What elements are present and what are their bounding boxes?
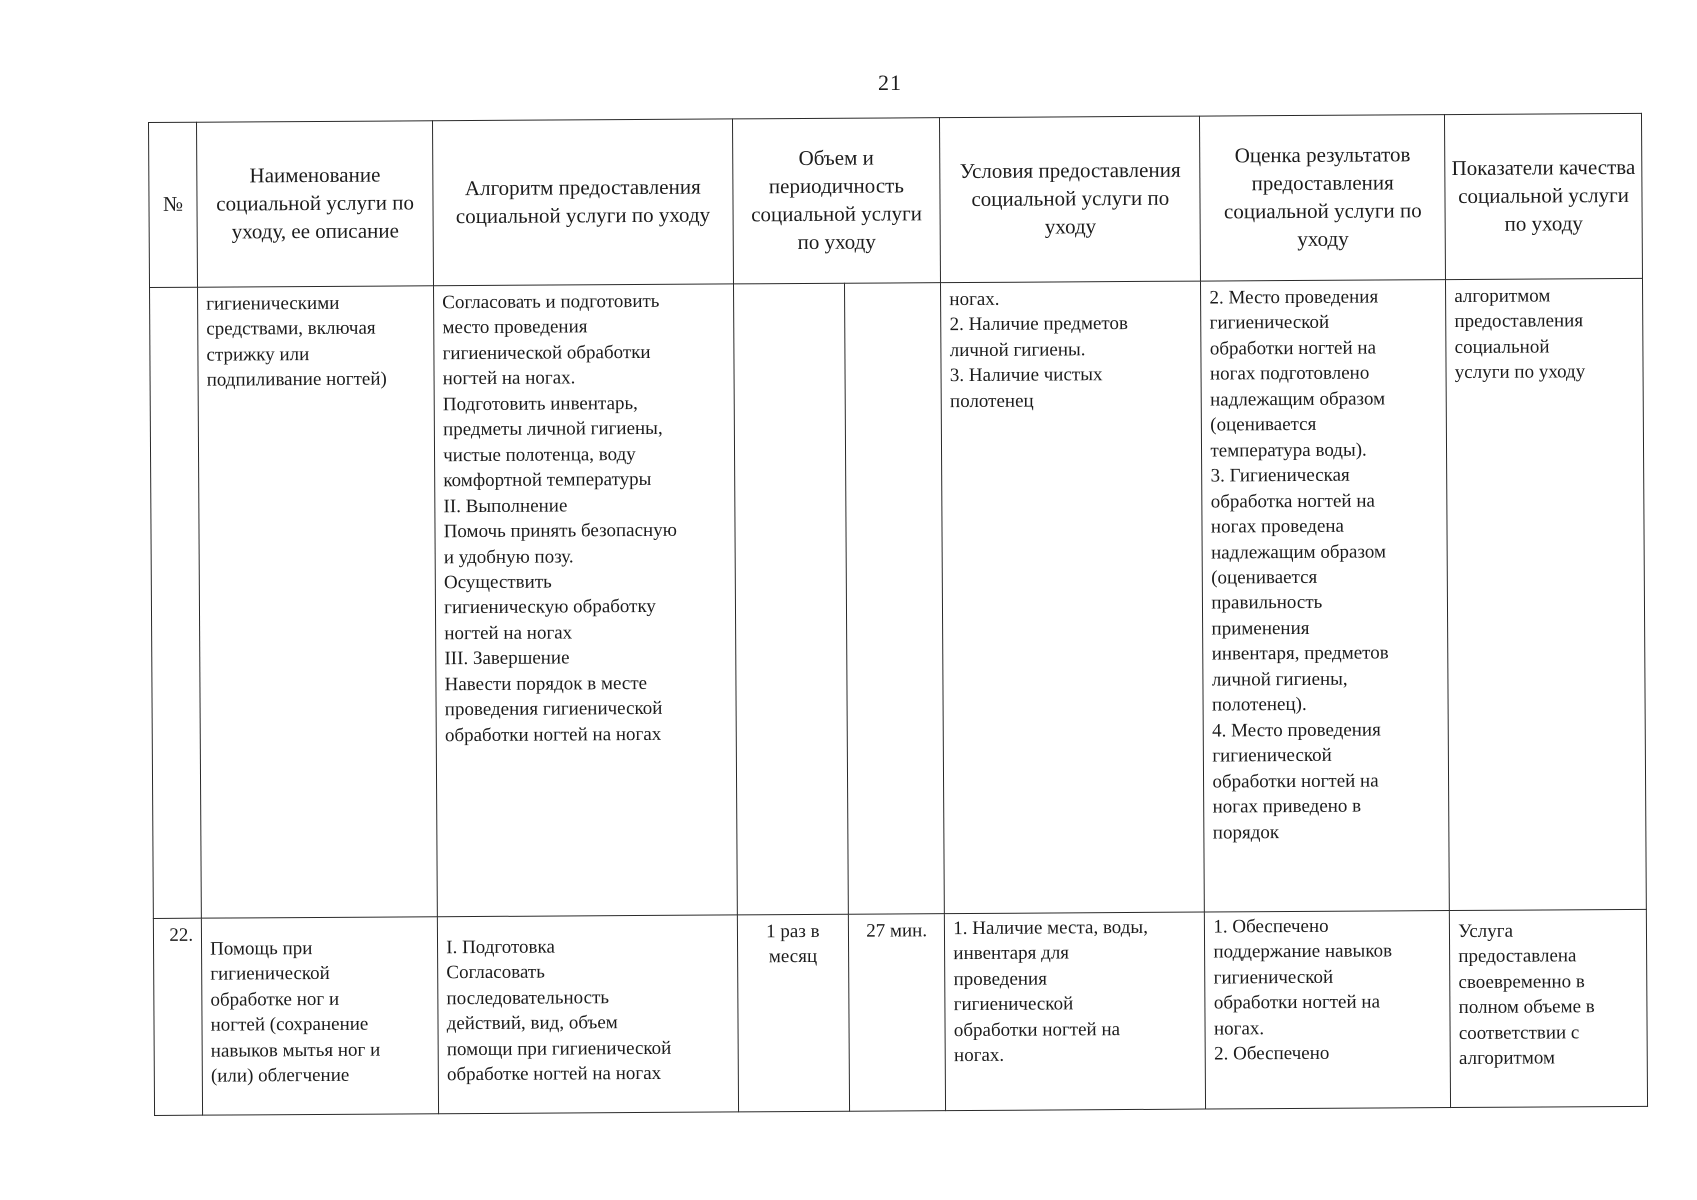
cell-algorithm bbox=[434, 284, 737, 917]
cell-line: надлежащим образом bbox=[1210, 540, 1387, 564]
header-volume-line: социальной bbox=[751, 201, 857, 227]
cell-line: проведения гигиенической bbox=[444, 698, 663, 721]
header-evaluation-line: предоставления bbox=[1251, 170, 1394, 196]
cell-line: гигиенической bbox=[210, 963, 330, 986]
cell-line: навыков мытья ног и bbox=[210, 1039, 381, 1062]
cell-line: обработке ногтей на ногах bbox=[446, 1063, 662, 1086]
cell-line: алгоритмом bbox=[1458, 1047, 1556, 1070]
header-conditions-line: по уходу bbox=[1044, 185, 1170, 239]
cell-line: Навести порядок в месте bbox=[444, 672, 648, 695]
cell-line: Подготовить инвентарь, bbox=[442, 392, 638, 416]
header-conditions-line: Условия bbox=[959, 158, 1034, 184]
header-name-line: социальной услуги bbox=[216, 190, 388, 216]
cell-line: своевременно в bbox=[1458, 971, 1585, 993]
cell-line: III. Завершение bbox=[444, 647, 570, 670]
cell-line: социальной bbox=[1454, 336, 1550, 358]
cell-line: (оценивается bbox=[1210, 414, 1317, 436]
cell-line: порядок bbox=[1212, 821, 1280, 844]
header-evaluation-line: Оценка результатов bbox=[1234, 142, 1411, 168]
header-volume-line: услуги по уходу bbox=[797, 201, 922, 254]
header-evaluation bbox=[1200, 115, 1446, 281]
cell-line: 2. Обеспечено bbox=[1214, 1043, 1330, 1065]
cell-line: помощи при гигиенической bbox=[446, 1037, 672, 1061]
header-evaluation-line: социальной услуги bbox=[1223, 198, 1395, 224]
cell-line: обработке ног и bbox=[210, 988, 340, 1011]
cell-line: правильность bbox=[1211, 592, 1323, 614]
header-quality-line: Показатели bbox=[1451, 155, 1554, 181]
cell-line: стрижку или bbox=[206, 343, 310, 366]
cell-line: гигиенической bbox=[1209, 312, 1330, 334]
cell-line: 1. Обеспечено bbox=[1213, 915, 1329, 938]
header-name-line: Наименование bbox=[249, 162, 381, 188]
cell-line: обработки ногтей на ногах bbox=[444, 723, 662, 746]
cell-quality bbox=[1446, 278, 1647, 910]
cell-line: 1. Наличие места, воды, bbox=[953, 916, 1148, 940]
cell-line: гигиенической bbox=[953, 993, 1074, 1016]
cell-line: личной гигиены, bbox=[1211, 668, 1348, 691]
cell-line: 3. Наличие чистых bbox=[949, 364, 1103, 387]
cell-line: гигиенической bbox=[1213, 966, 1334, 989]
cell-line: гигиеническую обработку bbox=[444, 596, 656, 619]
cell-line: подпиливание ногтей) bbox=[206, 368, 387, 392]
header-volume bbox=[732, 118, 941, 284]
cell-line: Помощь при bbox=[210, 938, 313, 960]
cell-line: соответствии с bbox=[1458, 1022, 1580, 1044]
cell-line: I. Подготовка bbox=[446, 936, 555, 959]
header-num: № bbox=[149, 122, 198, 287]
cell-line: месяц bbox=[768, 946, 818, 968]
header-name-line: описание bbox=[315, 218, 399, 243]
header-conditions bbox=[940, 116, 1201, 283]
header-volume-line: Объем bbox=[798, 145, 858, 171]
header-quality-line: качества bbox=[1558, 155, 1636, 180]
header-volume-line: и периодичность bbox=[768, 145, 904, 199]
cell-conditions bbox=[945, 912, 1206, 1111]
cell-line: (оценивается bbox=[1211, 566, 1318, 589]
cell-line: Согласовать и подготовить bbox=[442, 290, 660, 314]
cell-line: Помочь принять безопасную bbox=[443, 519, 677, 543]
cell-line: инвентаря для bbox=[953, 942, 1070, 965]
service-table bbox=[148, 113, 1648, 1116]
cell-frequency bbox=[733, 283, 848, 915]
cell-time bbox=[845, 283, 945, 915]
cell-line: обработки ногтей на bbox=[1209, 337, 1377, 360]
header-name-line: по уходу, ее bbox=[231, 190, 415, 244]
cell-quality bbox=[1450, 909, 1648, 1107]
table-row bbox=[150, 278, 1647, 918]
header-algorithm-line: Алгоритм предоставления bbox=[464, 174, 701, 201]
cell-line: предоставлена bbox=[1458, 945, 1577, 968]
cell-line: место проведения bbox=[442, 316, 588, 339]
cell-line: ногтей на ногах bbox=[444, 622, 573, 645]
cell-line: 4. Место проведения bbox=[1212, 719, 1381, 742]
cell-time: 27 мин. bbox=[848, 914, 945, 1112]
cell-name bbox=[201, 917, 438, 1115]
table-row bbox=[153, 909, 1647, 1115]
cell-line: надлежащим образом bbox=[1210, 388, 1386, 411]
header-algorithm-line: социальной услуги bbox=[455, 203, 627, 229]
cell-line: обработки ногтей на bbox=[1213, 991, 1381, 1014]
cell-line: Согласовать bbox=[446, 962, 545, 984]
cell-line: обработки ногтей на bbox=[1212, 770, 1379, 793]
cell-line: ногтей (сохранение bbox=[210, 1014, 369, 1036]
cell-line: ногтей на ногах. bbox=[442, 367, 576, 390]
cell-line: и удобную позу. bbox=[443, 545, 574, 568]
cell-line: инвентаря, предметов bbox=[1211, 642, 1389, 665]
cell-algorithm bbox=[438, 915, 739, 1114]
cell-line: чистые полотенца, воду bbox=[443, 443, 636, 466]
cell-line: II. Выполнение bbox=[443, 495, 568, 517]
cell-line: гигиеническими bbox=[206, 292, 340, 315]
cell-line: обработка ногтей на bbox=[1210, 490, 1375, 513]
cell-num: 22. bbox=[153, 918, 202, 1115]
header-quality-line: услуги bbox=[1568, 182, 1630, 208]
page-number: 21 bbox=[878, 70, 902, 95]
cell-line: температура воды). bbox=[1210, 439, 1367, 462]
service-table-sheet bbox=[148, 113, 1648, 1116]
cell-line: (или) облегчение bbox=[210, 1065, 350, 1087]
header-evaluation-line: по уходу bbox=[1297, 198, 1422, 251]
header-conditions-line: социальной услуги bbox=[971, 185, 1143, 212]
cell-evaluation bbox=[1201, 280, 1450, 912]
cell-name bbox=[198, 286, 438, 918]
cell-line: Услуга bbox=[1458, 920, 1514, 943]
cell-line: комфортной температуры bbox=[443, 469, 652, 492]
cell-num bbox=[150, 287, 202, 918]
cell-line: алгоритмом bbox=[1454, 285, 1551, 308]
header-algorithm-line: по уходу bbox=[631, 202, 711, 228]
cell-line: 2. Наличие предметов bbox=[949, 313, 1128, 336]
cell-line: 3. Гигиеническая bbox=[1210, 464, 1350, 487]
cell-line: поддержание навыков bbox=[1213, 940, 1393, 963]
cell-line: ногах проведена bbox=[1210, 515, 1345, 538]
table-header-row bbox=[149, 113, 1643, 287]
cell-frequency bbox=[737, 914, 850, 1112]
cell-line: полотенец bbox=[949, 390, 1034, 412]
cell-line: ногах приведено в bbox=[1212, 795, 1362, 818]
cell-line: ногах подготовлено bbox=[1209, 362, 1370, 385]
cell-line: действий, вид, объем bbox=[446, 1012, 618, 1035]
cell-line: личной гигиены. bbox=[949, 339, 1086, 362]
cell-line: 2. Место проведения bbox=[1209, 286, 1379, 309]
cell-line: последовательность bbox=[446, 987, 610, 1010]
cell-line: проведения bbox=[953, 968, 1047, 991]
cell-line: 1 раз в bbox=[766, 920, 820, 943]
cell-line: гигиенической обработки bbox=[442, 341, 651, 365]
header-quality-line: социальной bbox=[1458, 183, 1564, 209]
cell-line: полном объеме в bbox=[1458, 996, 1595, 1019]
cell-line: ногах. bbox=[953, 1045, 1005, 1067]
header-conditions-line: предоставления bbox=[1038, 157, 1181, 183]
header-algorithm bbox=[433, 119, 733, 286]
cell-line: гигиенической bbox=[1212, 744, 1332, 767]
cell-line: полотенец). bbox=[1211, 694, 1307, 716]
cell-line: предметы личной гигиены, bbox=[442, 418, 663, 441]
cell-line: предоставления bbox=[1454, 310, 1584, 333]
cell-conditions bbox=[941, 281, 1205, 914]
header-name bbox=[197, 121, 434, 287]
cell-line: услуги по уходу bbox=[1454, 361, 1586, 384]
cell-line: ногах. bbox=[1213, 1018, 1265, 1040]
cell-line: средствами, включая bbox=[206, 318, 376, 341]
header-quality bbox=[1445, 113, 1643, 279]
cell-line: применения bbox=[1211, 617, 1310, 640]
cell-evaluation bbox=[1205, 911, 1451, 1109]
cell-line: ногах. bbox=[949, 288, 1000, 311]
cell-line: Осуществить bbox=[443, 571, 552, 594]
header-quality-line: по уходу bbox=[1504, 211, 1583, 236]
cell-line: обработки ногтей на bbox=[953, 1018, 1121, 1041]
